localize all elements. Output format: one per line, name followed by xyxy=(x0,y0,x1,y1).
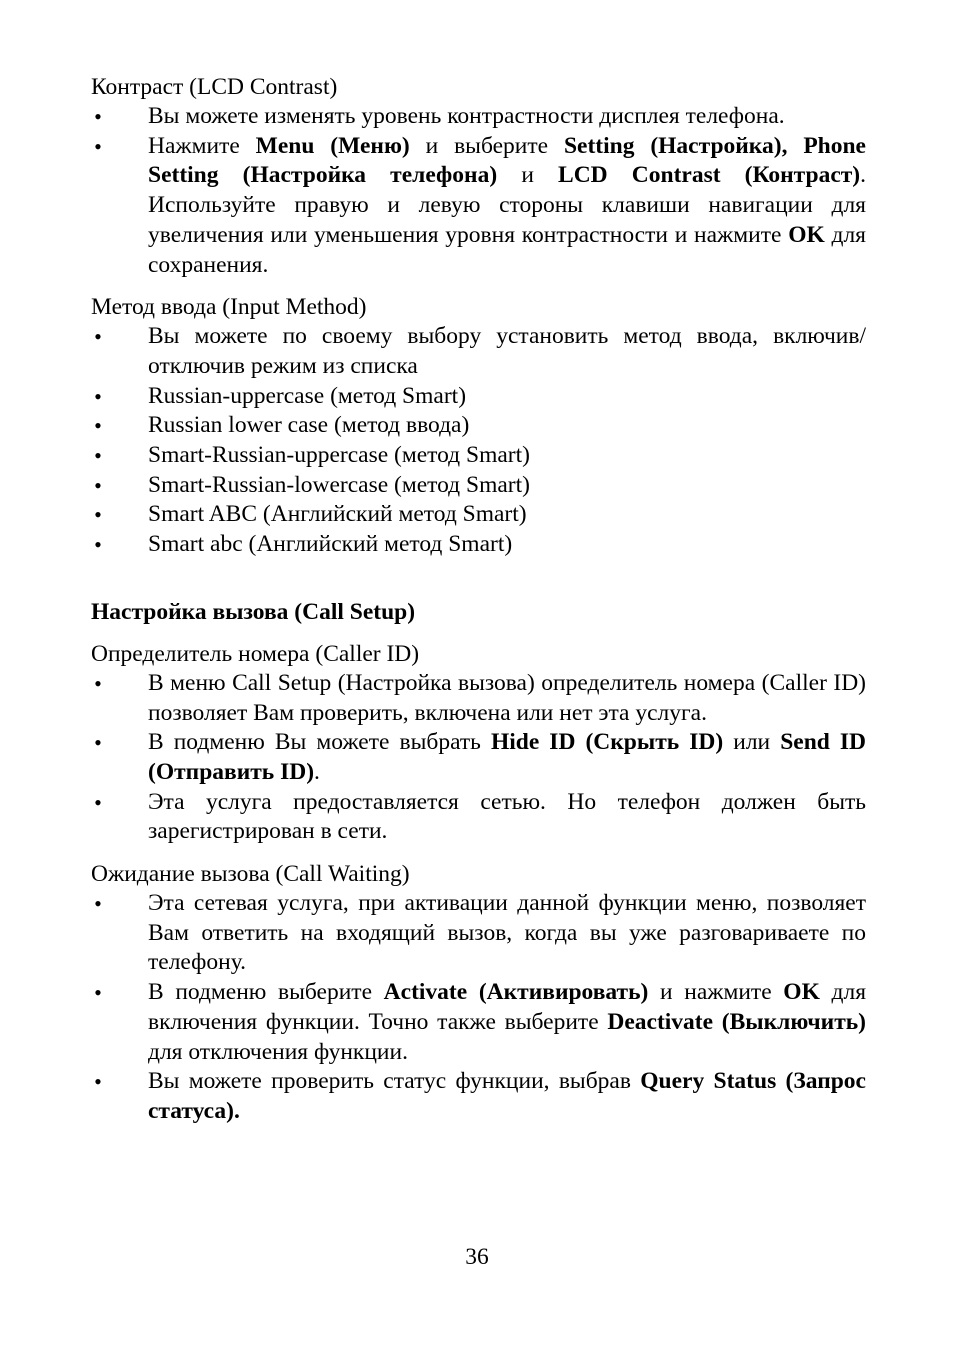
caller-id-list xyxy=(91,669,866,847)
bullet-icon: • xyxy=(94,730,102,756)
list-item-text: В подменю выберите Activate (Активировать) и нажмите OK для включения функции. Точно также выберите Deactivate (Выключить) для отключения функции. xyxy=(148,979,867,1065)
bullet-icon: • xyxy=(94,670,102,696)
deactivate-term: Deactivate (Выключить) xyxy=(607,1008,867,1035)
input-method-heading: Метод ввода (Input Method) xyxy=(91,294,367,321)
list-item-text: Вы можете изменять уровень контрастности дисплея телефона. xyxy=(148,103,785,129)
list-item-text: В подменю Вы можете выбрать Hide ID (Скрыть ID) или Send ID (Отправить ID). xyxy=(148,729,866,785)
list-item-text: Smart-Russian-uppercase (метод Smart) xyxy=(148,442,530,469)
list-item xyxy=(91,500,866,530)
list-item xyxy=(91,102,866,132)
list-item xyxy=(91,471,866,501)
ok-key-term: OK xyxy=(788,221,825,248)
list-item-text: Нажмите Menu (Меню) и выберите Setting (Настройка), Phone Setting (Настройка телефона) и LCD Contrast (Контраст). Используйте правую и левую стороны клавиши навигации для увеличения или уменьшения уровня контрастности и нажмите OK для сохранения. xyxy=(148,132,866,278)
setting-term: Setting (Настройка), Phone Setting (Настройка телефона) xyxy=(148,132,866,189)
list-item xyxy=(91,788,866,847)
menu-key-term: Menu (Меню) xyxy=(255,132,410,159)
bullet-icon: • xyxy=(94,1069,102,1095)
list-item xyxy=(91,669,866,728)
list-item-text: Вы можете проверить статус функции, выбрав Query Status (Запрос статуса). xyxy=(148,1068,866,1124)
send-id-term: Send ID (Отправить ID) xyxy=(148,729,866,785)
bullet-icon: • xyxy=(94,104,102,129)
bullet-icon: • xyxy=(94,472,102,498)
page-number: 36 xyxy=(465,1244,489,1270)
list-item xyxy=(91,1067,866,1126)
list-item xyxy=(91,728,866,787)
list-item-text: Эта услуга предоставляется сетью. Но телефон должен быть зарегистрирован в сети. xyxy=(148,788,866,845)
bullet-icon: • xyxy=(94,413,102,439)
call-waiting-heading: Ожидание вызова (Call Waiting) xyxy=(91,861,410,888)
list-item xyxy=(91,411,866,441)
lcd-contrast-heading: Контраст (LCD Contrast) xyxy=(91,74,338,100)
list-item-text: Вы можете по своему выбору установить метод ввода, включив/отключив режим из списка xyxy=(148,323,866,379)
list-item-text: Эта сетевая услуга, при активации данной функции меню, позволяет Вам ответить на входящий вызов, когда вы уже разговариваете по телефону. xyxy=(148,890,866,976)
list-item-text: Russian lower case (метод ввода) xyxy=(148,412,470,439)
list-item xyxy=(91,382,866,412)
lcd-contrast-term: LCD Contrast (Контраст) xyxy=(558,162,861,189)
list-item-text: Smart ABC (Английский метод Smart) xyxy=(148,501,527,528)
input-method-list xyxy=(91,322,866,560)
document-page xyxy=(91,72,866,1127)
hide-id-term: Hide ID (Скрыть ID) xyxy=(490,729,724,756)
list-item xyxy=(91,530,866,560)
bullet-icon: • xyxy=(94,980,102,1006)
list-item-text: Smart-Russian-lowercase (метод Smart) xyxy=(148,471,530,498)
caller-id-heading: Определитель номера (Caller ID) xyxy=(91,640,420,667)
activate-term: Activate (Активировать) xyxy=(383,979,649,1006)
bullet-icon: • xyxy=(94,891,102,917)
list-item xyxy=(91,889,866,978)
list-item xyxy=(91,978,866,1067)
bullet-icon: • xyxy=(94,443,102,469)
ok-key-term: OK xyxy=(783,979,820,1006)
call-waiting-list xyxy=(91,889,866,1127)
bullet-icon: • xyxy=(94,789,102,815)
list-item xyxy=(91,322,866,381)
bullet-icon: • xyxy=(94,324,102,350)
bullet-icon: • xyxy=(94,383,102,409)
lcd-contrast-list xyxy=(91,102,866,280)
bullet-icon: • xyxy=(94,532,102,558)
list-item-text: В меню Call Setup (Настройка вызова) определитель номера (Caller ID) позволяет Вам проверить, включена или нет эта услуга. xyxy=(148,669,866,726)
query-status-term: Query Status (Запрос статуса). xyxy=(148,1068,866,1124)
list-item-text: Smart abc (Английский метод Smart) xyxy=(148,531,513,558)
list-item xyxy=(91,132,866,281)
list-item xyxy=(91,441,866,471)
list-item-text: Russian-uppercase (метод Smart) xyxy=(148,382,467,409)
call-setup-title: Настройка вызова (Call Setup) xyxy=(91,598,416,625)
bullet-icon: • xyxy=(94,133,102,159)
bullet-icon: • xyxy=(94,502,102,528)
